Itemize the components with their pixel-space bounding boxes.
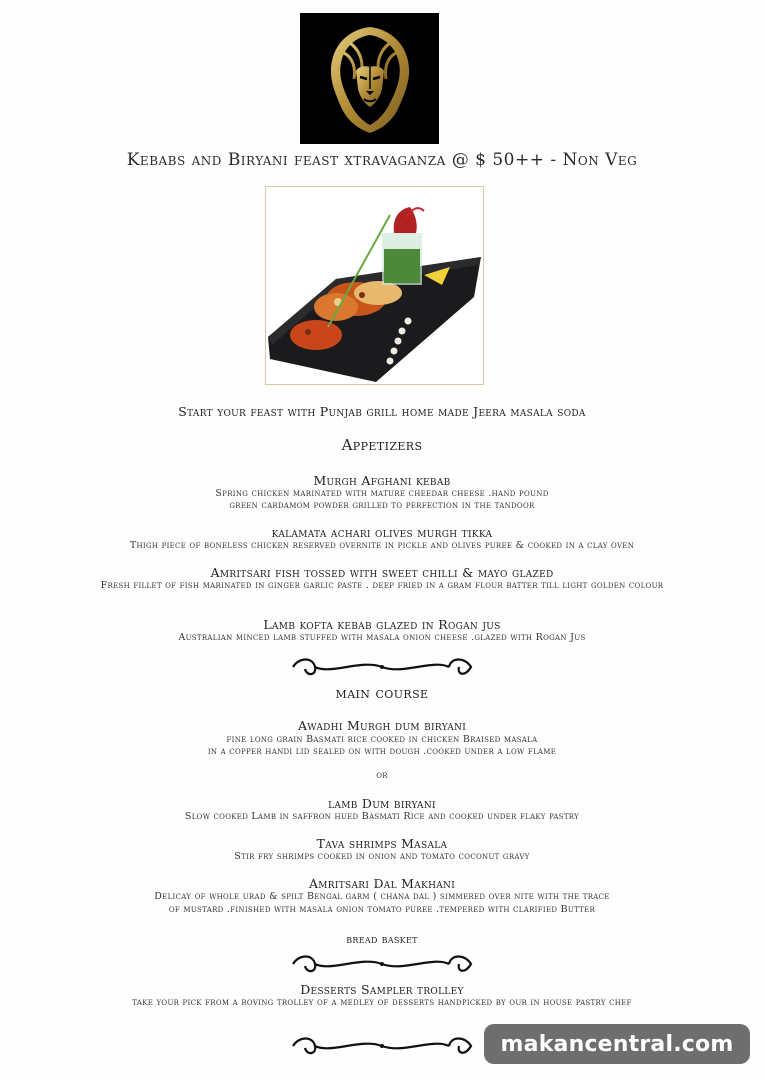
dish-description: green cardamom powder grilled to perfection in the tandoor: [229, 500, 535, 511]
bread-basket: bread basket: [346, 932, 418, 946]
or-separator: or: [376, 770, 388, 781]
ornamental-divider: [0, 952, 764, 976]
lion-logo-icon: [322, 23, 418, 135]
dish-name: kalamata achari olives murgh tikka: [271, 525, 493, 540]
main-course-heading: main course: [335, 684, 429, 702]
intro-text: Start your feast with Punjab grill home made Jeera masala soda: [178, 404, 586, 419]
dish-name: Lamb kofta kebab glazed in Rogan jus: [263, 617, 501, 632]
ornamental-divider: [0, 655, 764, 679]
dish-description: Stir fry shrimps cooked in onion and tomato coconut gravy: [234, 851, 530, 862]
menu-title: Kebabs and Biryani feast xtravaganza @ $ 50++ - Non Veg: [126, 150, 638, 170]
dish-name: Awadhi Murgh dum biryani: [297, 718, 467, 733]
dish-description: Spring chicken marinated with mature cheedar cheese .hand pound: [215, 488, 549, 499]
dish-description: of mustard .finished with masala onion tomato puree .tempered with clarified Butter: [168, 904, 596, 915]
restaurant-logo: [300, 13, 439, 144]
dish-name: Amritsari fish tossed with sweet chilli & mayo glazed: [210, 565, 554, 580]
dish-description: Slow cooked Lamb in saffron hued Basmati Rice and cooked under flaky pastry: [184, 811, 580, 822]
dish-description: Fresh fillet of fish marinated in ginger garlic paste . deep fried in a gram flour batter till light golden colour: [100, 580, 664, 591]
dish-name: Tava shrimps Masala: [316, 836, 448, 851]
dish-name: lamb Dum biryani: [328, 796, 436, 811]
dish-name: Amritsari Dal Makhani: [308, 876, 456, 891]
dish-description: take your pick from a roving trolley of a medley of desserts handpicked by our in house pastry chef: [132, 997, 632, 1008]
food-photo: [265, 186, 484, 385]
watermark: makancentral.com: [484, 1024, 750, 1064]
dish-description: Australian minced lamb stuffed with masala onion cheese .glazed with Rogan Jus: [178, 632, 586, 643]
dish-name: Desserts Sampler trolley: [300, 982, 464, 997]
dish-name: Murgh Afghani kebab: [313, 473, 451, 488]
appetizers-heading: Appetizers: [341, 436, 423, 454]
dish-description: in a copper handi lid sealed on with dough .cooked under a low flame: [207, 746, 557, 757]
dish-description: Thigh piece of boneless chicken reserved overnite in pickle and olives puree & cooked in a clay oven: [129, 540, 635, 551]
dish-description: fine long grain Basmati rice cooked in chicken Braised masala: [226, 734, 538, 745]
dish-description: Delicay of whole urad & spilt Bengal garm ( chana dal ) simmered over nite with the trace: [154, 891, 610, 902]
